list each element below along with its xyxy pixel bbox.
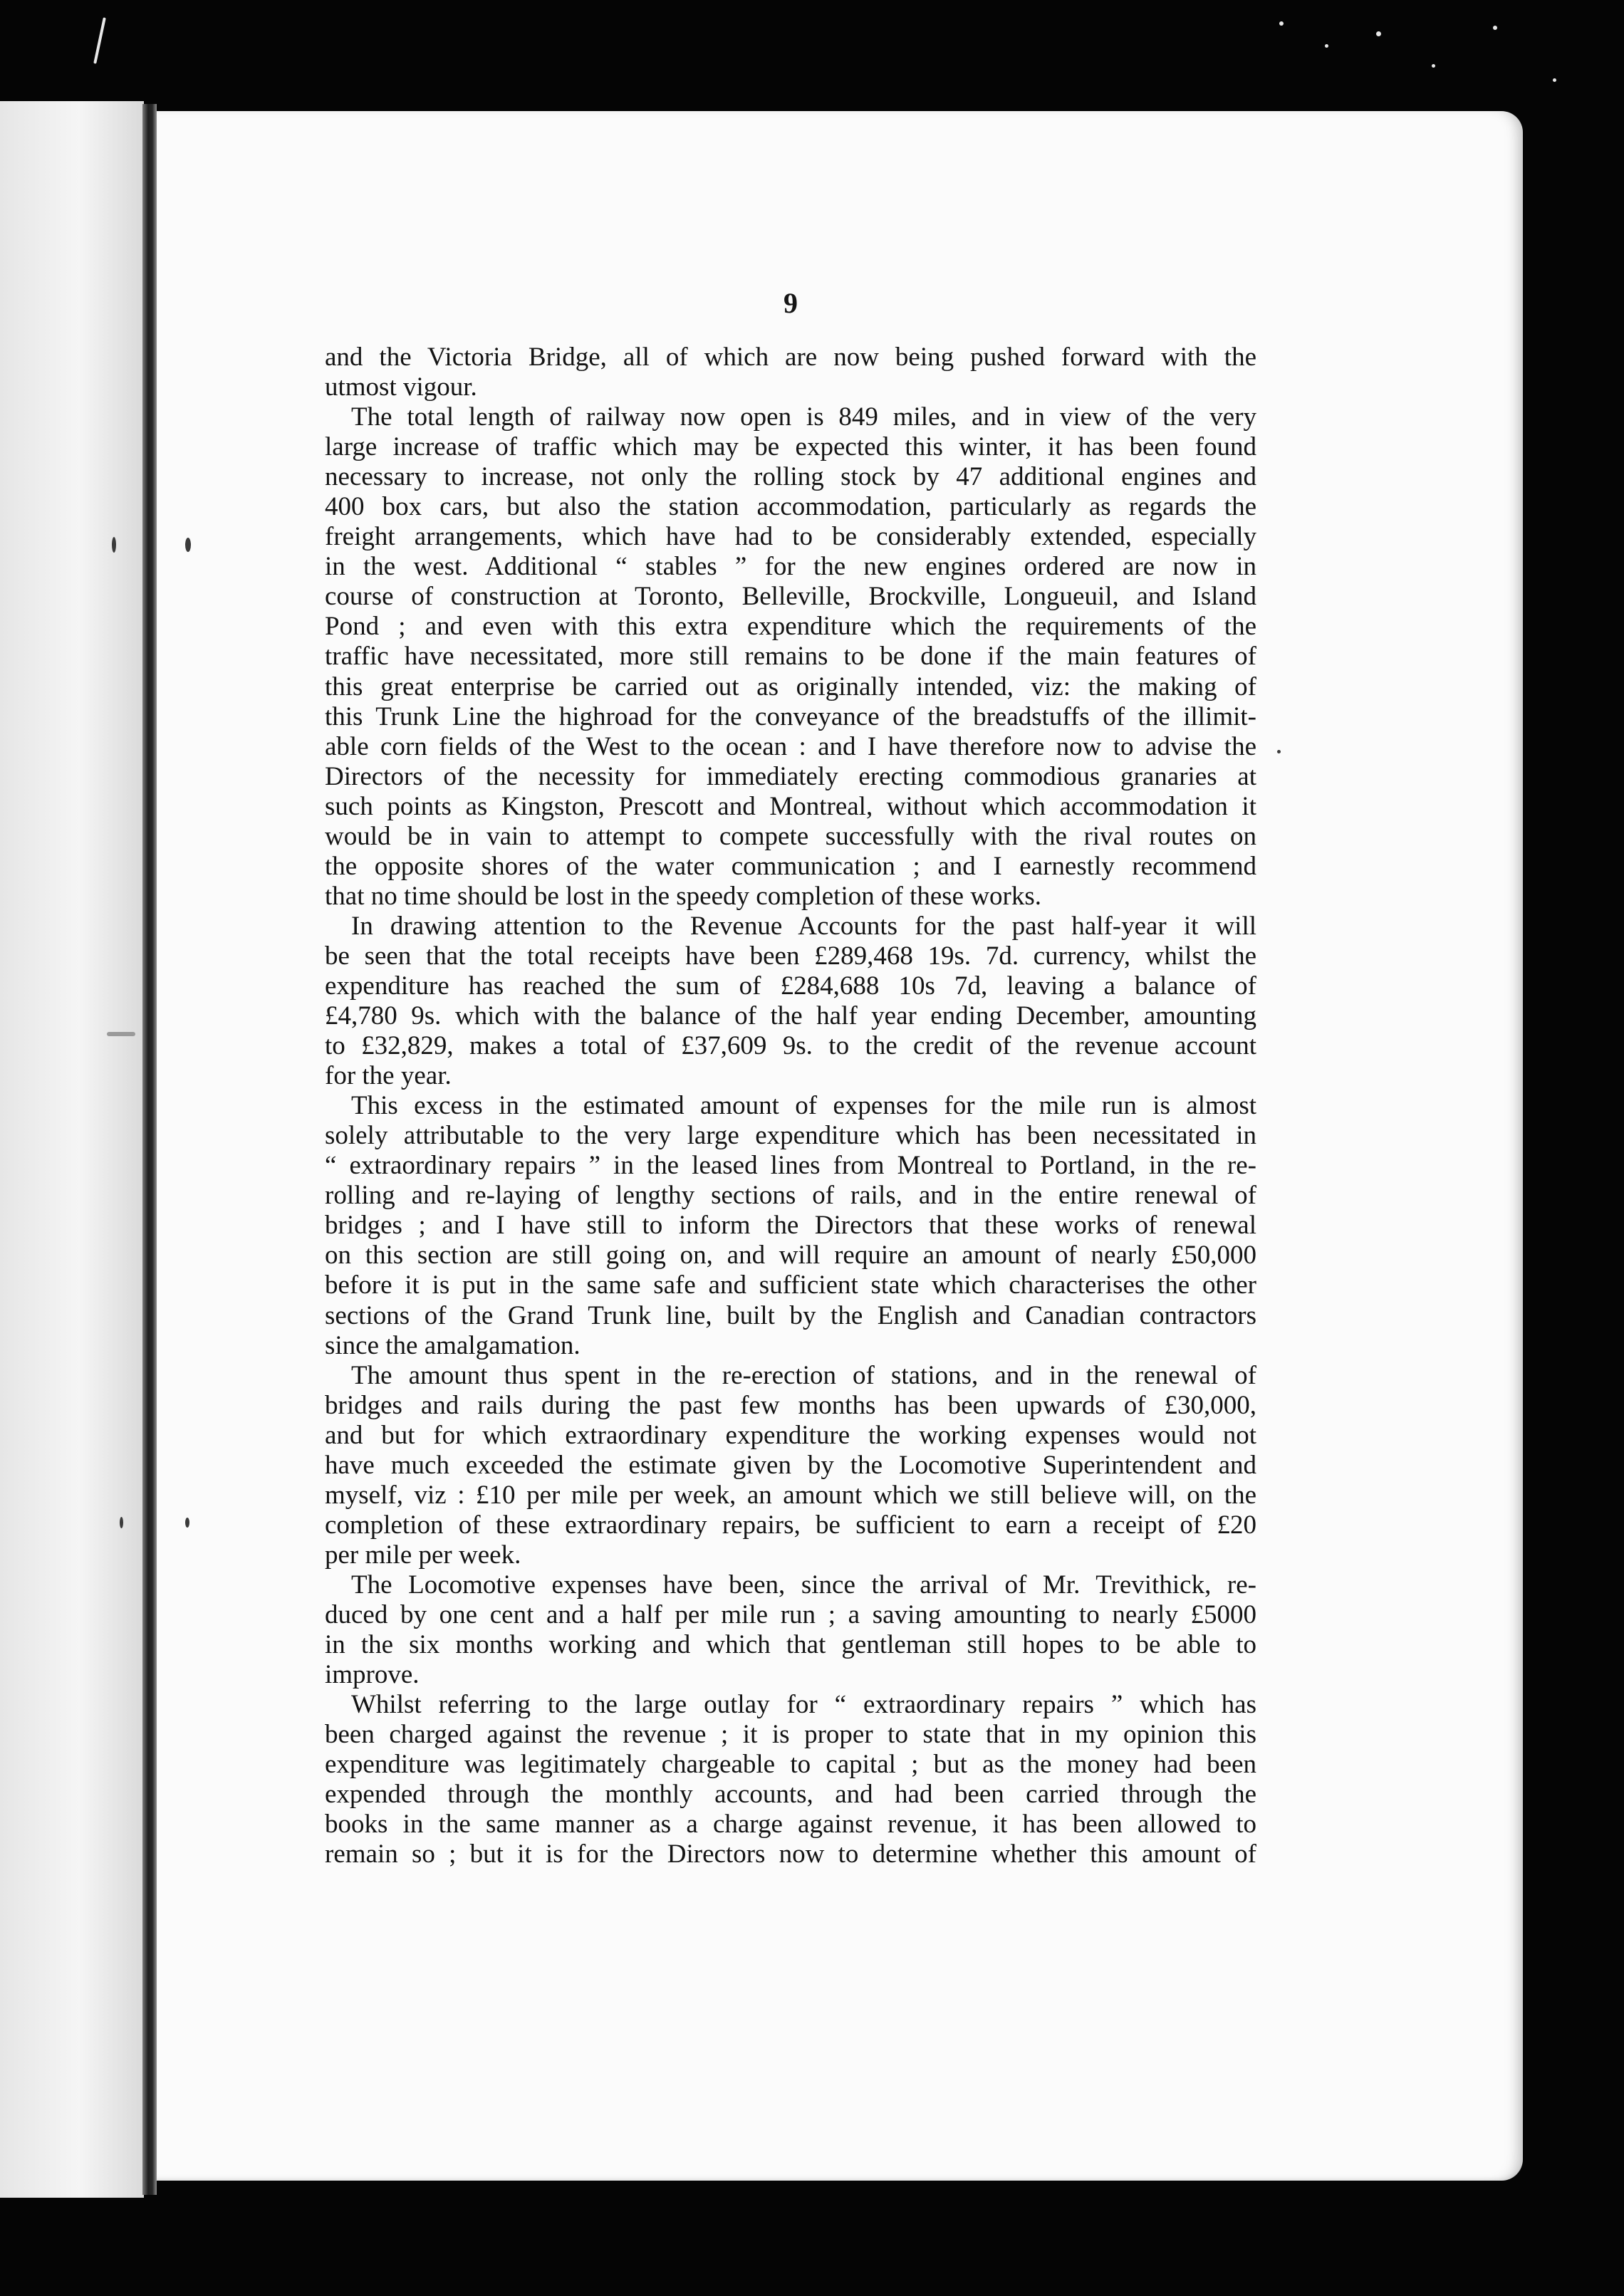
text-line: Pond ; and even with this extra expenditure which the requirements of the bbox=[325, 612, 1256, 642]
text-line: completion of these extraordinary repairs, be sufficient to earn a receipt of £20 bbox=[325, 1510, 1256, 1540]
text-line: on this section are still going on, and will require an amount of nearly £50,000 bbox=[325, 1241, 1256, 1270]
text-line: Whilst referring to the large outlay for “ extraordinary repairs ” which has bbox=[351, 1690, 1256, 1720]
page-number: 9 bbox=[784, 287, 798, 319]
text-line: duced by one cent and a half per mile run ; a saving amounting to nearly £5000 bbox=[325, 1600, 1256, 1629]
text-line: expenditure was legitimately chargeable to capital ; but as the money had been bbox=[325, 1750, 1256, 1780]
text-line: solely attributable to the very large expenditure which has been necessitated in bbox=[325, 1121, 1256, 1151]
scan-speck bbox=[93, 17, 106, 63]
text-line: books in the same manner as a charge against revenue, it has been allowed to bbox=[325, 1810, 1256, 1840]
text-line: £4,780 9s. which with the balance of the half year ending December, amounting bbox=[325, 1001, 1256, 1031]
paragraph bbox=[325, 1690, 1256, 1869]
previous-page-edge bbox=[0, 101, 144, 2198]
text-line: improve. bbox=[325, 1660, 420, 1690]
text-line: expenditure has reached the sum of £284,688 10s 7d, leaving a balance of bbox=[325, 971, 1256, 1001]
text-line: bridges ; and I have still to inform the Directors that these works of renewal bbox=[325, 1211, 1256, 1241]
text-line: myself, viz : £10 per mile per week, an amount which we still believe will, on the bbox=[325, 1480, 1256, 1510]
text-line: sections of the Grand Trunk line, built by the English and Canadian contractors bbox=[325, 1300, 1256, 1330]
text-line: Directors of the necessity for immediately erecting commodious granaries at bbox=[325, 761, 1256, 791]
text-line: would be in vain to attempt to compete successfully with the rival routes on bbox=[325, 821, 1256, 851]
text-line: large increase of traffic which may be expected this winter, it has been found bbox=[325, 432, 1256, 462]
stitch-mark bbox=[112, 537, 116, 553]
paragraph bbox=[325, 402, 1256, 912]
text-line: traffic have necessitated, more still remains to be done if the main features of bbox=[325, 642, 1256, 672]
text-line: bridges and rails during the past few months has been upwards of £30,000, bbox=[325, 1390, 1256, 1420]
text-line: The total length of railway now open is 849 miles, and in view of the very bbox=[351, 402, 1256, 432]
text-line: have much exceeded the estimate given by the Locomotive Superintendent and bbox=[325, 1450, 1256, 1480]
text-line: in the six months working and which that gentleman still hopes to be able to bbox=[325, 1630, 1256, 1660]
text-line: utmost vigour. bbox=[325, 372, 477, 402]
text-line: in the west. Additional “ stables ” for the new engines ordered are now in bbox=[325, 552, 1256, 582]
scan-speck bbox=[1279, 21, 1284, 26]
text-line: The Locomotive expenses have been, since the arrival of Mr. Trevithick, re- bbox=[351, 1570, 1256, 1600]
paragraph bbox=[325, 343, 1256, 402]
text-line: such points as Kingston, Prescott and Montreal, without which accommodation it bbox=[325, 791, 1256, 821]
scan-speck bbox=[1376, 31, 1381, 36]
text-line: This excess in the estimated amount of expenses for the mile run is almost bbox=[351, 1091, 1256, 1121]
text-line: to £32,829, makes a total of £37,609 9s. to the credit of the revenue account bbox=[325, 1031, 1256, 1061]
scan-speck bbox=[1493, 26, 1497, 30]
book-binding-gutter bbox=[142, 104, 157, 2195]
body-text bbox=[325, 343, 1256, 1869]
text-line: and the Victoria Bridge, all of which are now being pushed forward with the bbox=[325, 343, 1256, 372]
text-line: per mile per week. bbox=[325, 1540, 521, 1570]
text-line: 400 box cars, but also the station accommodation, particularly as regards the bbox=[325, 492, 1256, 522]
scan-speck bbox=[1553, 78, 1556, 82]
paragraph bbox=[325, 912, 1256, 1091]
text-line: this Trunk Line the highroad for the conveyance of the breadstuffs of the illimit- bbox=[325, 701, 1256, 731]
text-line: course of construction at Toronto, Belleville, Brockville, Longueuil, and Island bbox=[325, 582, 1256, 612]
text-line: able corn fields of the West to the ocean : and I have therefore now to advise the bbox=[325, 731, 1256, 761]
text-line: since the amalgamation. bbox=[325, 1330, 581, 1360]
paragraph bbox=[325, 1091, 1256, 1360]
text-line: that no time should be lost in the speedy completion of these works. bbox=[325, 881, 1042, 911]
ink-speck bbox=[1277, 750, 1281, 753]
stitch-mark bbox=[185, 1518, 189, 1528]
text-line: In drawing attention to the Revenue Accounts for the past half-year it will bbox=[351, 911, 1256, 941]
stitch-mark bbox=[107, 1032, 135, 1036]
paragraph bbox=[325, 1361, 1256, 1570]
text-line: before it is put in the same safe and sufficient state which characterises the other bbox=[325, 1270, 1256, 1300]
paragraph bbox=[325, 1570, 1256, 1690]
scan-speck bbox=[1432, 64, 1435, 68]
stitch-mark bbox=[120, 1517, 123, 1528]
text-line: The amount thus spent in the re-erection of stations, and in the renewal of bbox=[351, 1360, 1256, 1390]
stitch-mark bbox=[185, 538, 191, 552]
text-line: necessary to increase, not only the rolling stock by 47 additional engines and bbox=[325, 462, 1256, 492]
scan-speck bbox=[1325, 44, 1328, 48]
text-line: for the year. bbox=[325, 1061, 452, 1091]
text-line: rolling and re-laying of lengthy sections of rails, and in the entire renewal of bbox=[325, 1181, 1256, 1211]
text-line: and but for which extraordinary expenditure the working expenses would not bbox=[325, 1420, 1256, 1450]
text-line: this great enterprise be carried out as originally intended, viz: the making of bbox=[325, 672, 1256, 701]
text-line: expended through the monthly accounts, and had been carried through the bbox=[325, 1780, 1256, 1810]
text-line: freight arrangements, which have had to be considerably extended, especially bbox=[325, 522, 1256, 552]
text-line: “ extraordinary repairs ” in the leased lines from Montreal to Portland, in the re- bbox=[325, 1151, 1256, 1181]
text-line: been charged against the revenue ; it is proper to state that in my opinion this bbox=[325, 1720, 1256, 1750]
text-line: the opposite shores of the water communication ; and I earnestly recommend bbox=[325, 851, 1256, 881]
text-line: be seen that the total receipts have been £289,468 19s. 7d. currency, whilst the bbox=[325, 941, 1256, 971]
text-line: remain so ; but it is for the Directors now to determine whether this amount of bbox=[325, 1840, 1256, 1869]
